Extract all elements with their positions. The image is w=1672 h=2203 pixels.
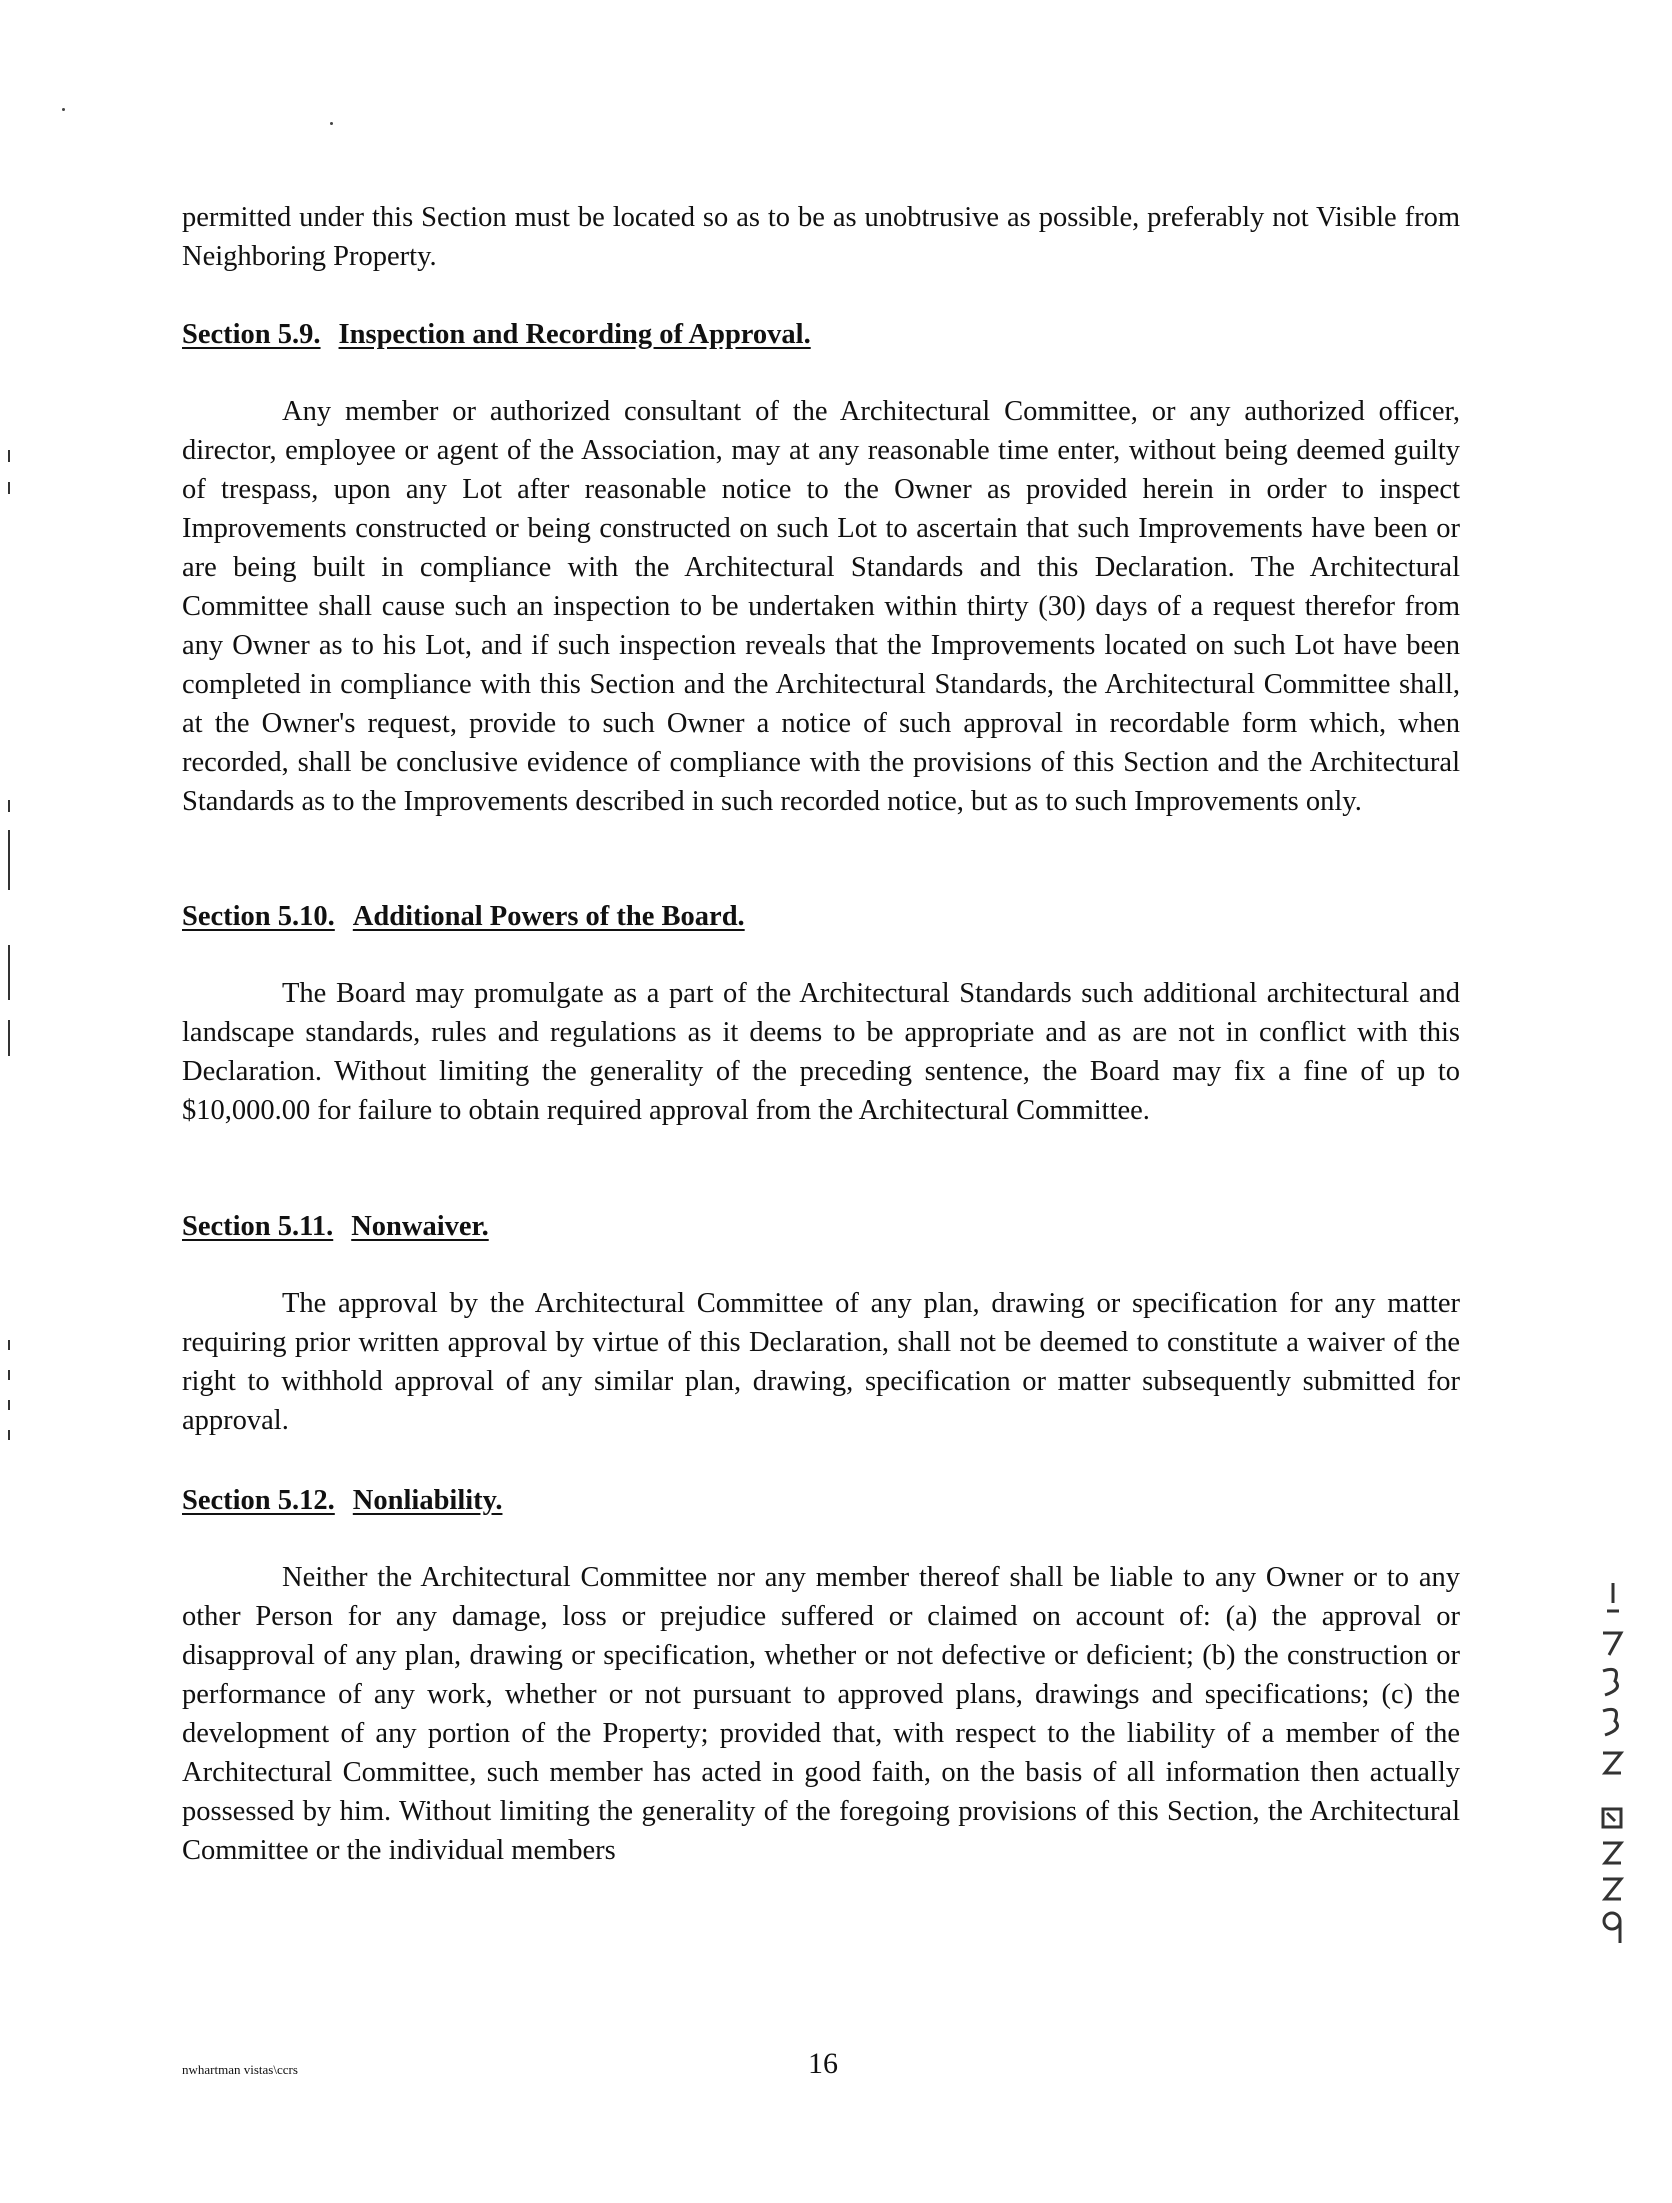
section-number: Section 5.11. (182, 1211, 334, 1242)
section-title: Inspection and Recording of Approval. (338, 319, 811, 350)
margin-mark (8, 1430, 10, 1440)
margin-mark (8, 830, 10, 890)
margin-mark (8, 1370, 10, 1380)
section-heading-5-9 (182, 317, 811, 353)
section-title: Nonliability. (352, 1485, 503, 1516)
section-number: Section 5.12. (182, 1485, 335, 1516)
margin-mark (8, 450, 10, 462)
recording-stamp (1585, 1573, 1635, 1953)
section-number: Section 5.9. (182, 319, 321, 350)
section-body-5-9: Any member or authorized consultant of the Architectural Committee, or any authorized officer, director, employee or agent of the Association, may at any reasonable time enter, without being deemed guilty of trespass, upon any Lot after reasonable notice to the Owner as provided herein in order to inspect Improvements constructed or being constructed on such Lot to ascertain that such Improvements have been or are being built in compliance with the Architectural Standards and this Declaration. The Architectural Committee shall cause such an inspection to be undertaken within thirty (30) days of a request therefor from any Owner as to his Lot, and if such inspection reveals that the Improvements located on such Lot have been completed in compliance with this Section and the Architectural Standards, the Architectural Committee shall, at the Owner's request, provide to such Owner a notice of such approval in recordable form which, when recorded, shall be conclusive evidence of compliance with the provisions of this Section and the Architectural Standards as to the Improvements described in such recorded notice, but as to such Improvements only. (182, 396, 1460, 817)
scan-speck (330, 122, 333, 125)
section-body-5-11: The approval by the Architectural Committee of any plan, drawing or specification for any matter requiring prior written approval by virtue of this Declaration, shall not be deemed to constitute a waiver of the right to withhold approval of any similar plan, drawing, specification or matter subsequently submitted for approval. (182, 1288, 1460, 1436)
margin-mark (8, 945, 10, 1000)
intro-paragraph: permitted under this Section must be located so as to be as unobtrusive as possible, preferably not Visible from Neighboring Property. (182, 202, 1460, 272)
footer-file-path: nwhartman vistas\ccrs (182, 2062, 298, 2077)
section-title: Additional Powers of the Board. (352, 901, 745, 932)
section-number: Section 5.10. (182, 901, 335, 932)
margin-mark (8, 1340, 10, 1350)
margin-mark (8, 800, 10, 812)
section-heading-5-12 (182, 1483, 502, 1519)
section-heading-5-11 (182, 1209, 489, 1245)
section-heading-5-10 (182, 899, 745, 935)
page-number: 16 (808, 2047, 838, 2080)
scan-speck (62, 108, 65, 111)
margin-mark (8, 1020, 10, 1056)
section-title: Nonwaiver. (351, 1211, 489, 1242)
margin-mark (8, 1400, 10, 1410)
margin-mark (8, 482, 10, 494)
section-body-5-12: Neither the Architectural Committee nor any member thereof shall be liable to any Owner or to any other Person for any damage, loss or prejudice suffered or claimed on account of: (a) the approval or disapproval of any plan, drawing or specification, whether or not defective or deficient; (b) the construction or performance of any work, whether or not pursuant to approved plans, drawings and specifications; (c) the development of any portion of the Property; provided that, with respect to the liability of a member of the Architectural Committee, such member has acted in good faith, on the basis of all information then actually possessed by him. Without limiting the generality of the foregoing provisions of this Section, the Architectural Committee or the individual members (182, 1562, 1460, 1866)
section-body-5-10: The Board may promulgate as a part of the Architectural Standards such additional architectural and landscape standards, rules and regulations as it deems to be appropriate and as are not in conflict with this Declaration. Without limiting the generality of the preceding sentence, the Board may fix a fine of up to $10,000.00 for failure to obtain required approval from the Architectural Committee. (182, 978, 1460, 1126)
